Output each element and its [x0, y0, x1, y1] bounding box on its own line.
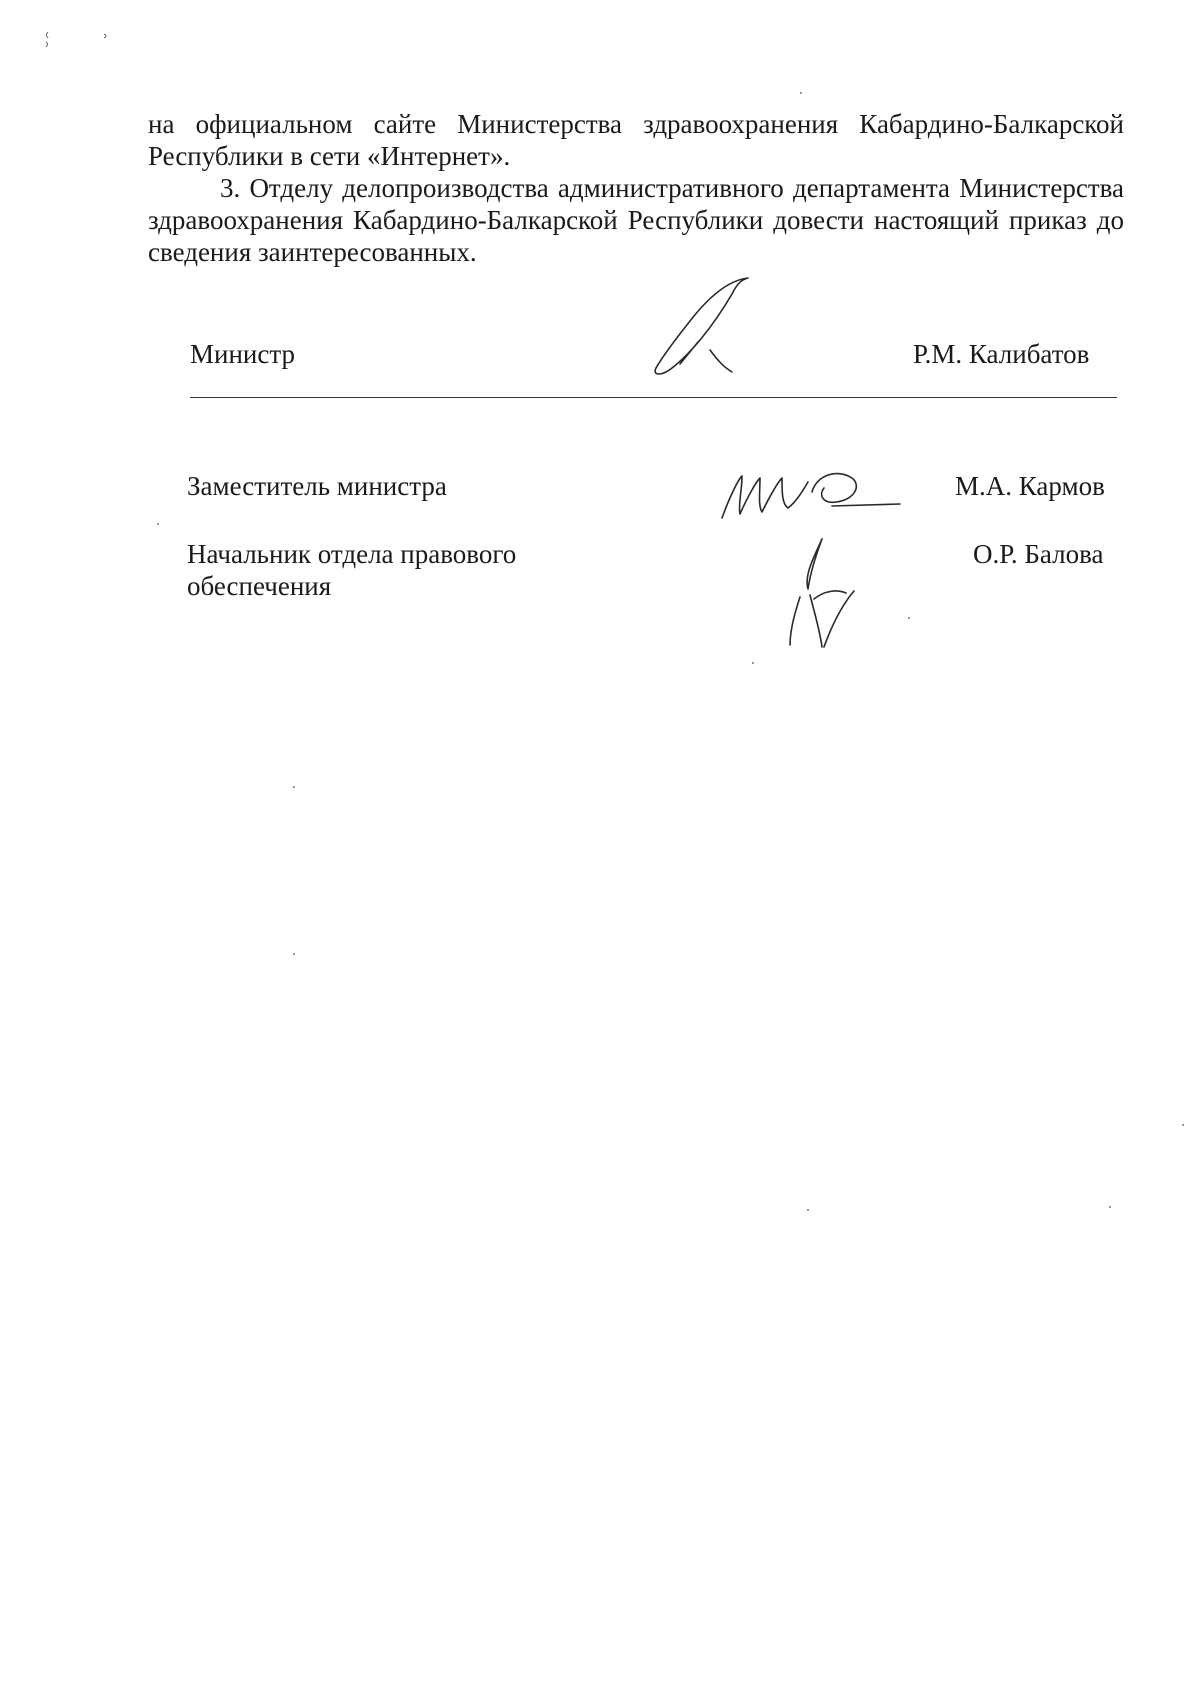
scan-speck — [807, 1209, 809, 1211]
minister-signature — [620, 272, 780, 382]
paragraph-2-continuation: на официальном сайте Министерства здравоохранения Кабардино-Балкарской Республики в сети «Интернет». — [148, 109, 1124, 171]
scan-speck — [908, 617, 910, 619]
deputy-minister-title: Заместитель министра — [187, 471, 447, 501]
scan-speck — [157, 523, 159, 525]
scan-artifact-mark — [40, 28, 130, 58]
scan-speck — [1182, 1124, 1184, 1126]
scan-speck — [293, 953, 295, 955]
scan-speck — [293, 786, 295, 788]
minister-name: Р.М. Калибатов — [913, 339, 1090, 369]
legal-dept-head-title: Начальник отдела правового обеспечения — [187, 539, 517, 601]
signature-separator-line — [190, 397, 1117, 398]
scan-speck — [800, 92, 802, 94]
scan-speck — [1109, 1206, 1111, 1208]
document-body — [148, 108, 1124, 268]
scan-speck — [752, 662, 754, 664]
minister-title: Министр — [190, 339, 295, 369]
deputy-minister-name: М.А. Кармов — [955, 471, 1105, 501]
legal-dept-head-name: О.Р. Балова — [973, 539, 1104, 569]
deputy-minister-signature — [712, 456, 902, 526]
paragraph-3: 3. Отделу делопроизводства административного департамента Министерства здравоохранения Кабардино-Балкарской Республики довести настоящий приказ до сведения заинтересованных. — [148, 173, 1124, 267]
legal-dept-head-signature — [780, 535, 870, 655]
